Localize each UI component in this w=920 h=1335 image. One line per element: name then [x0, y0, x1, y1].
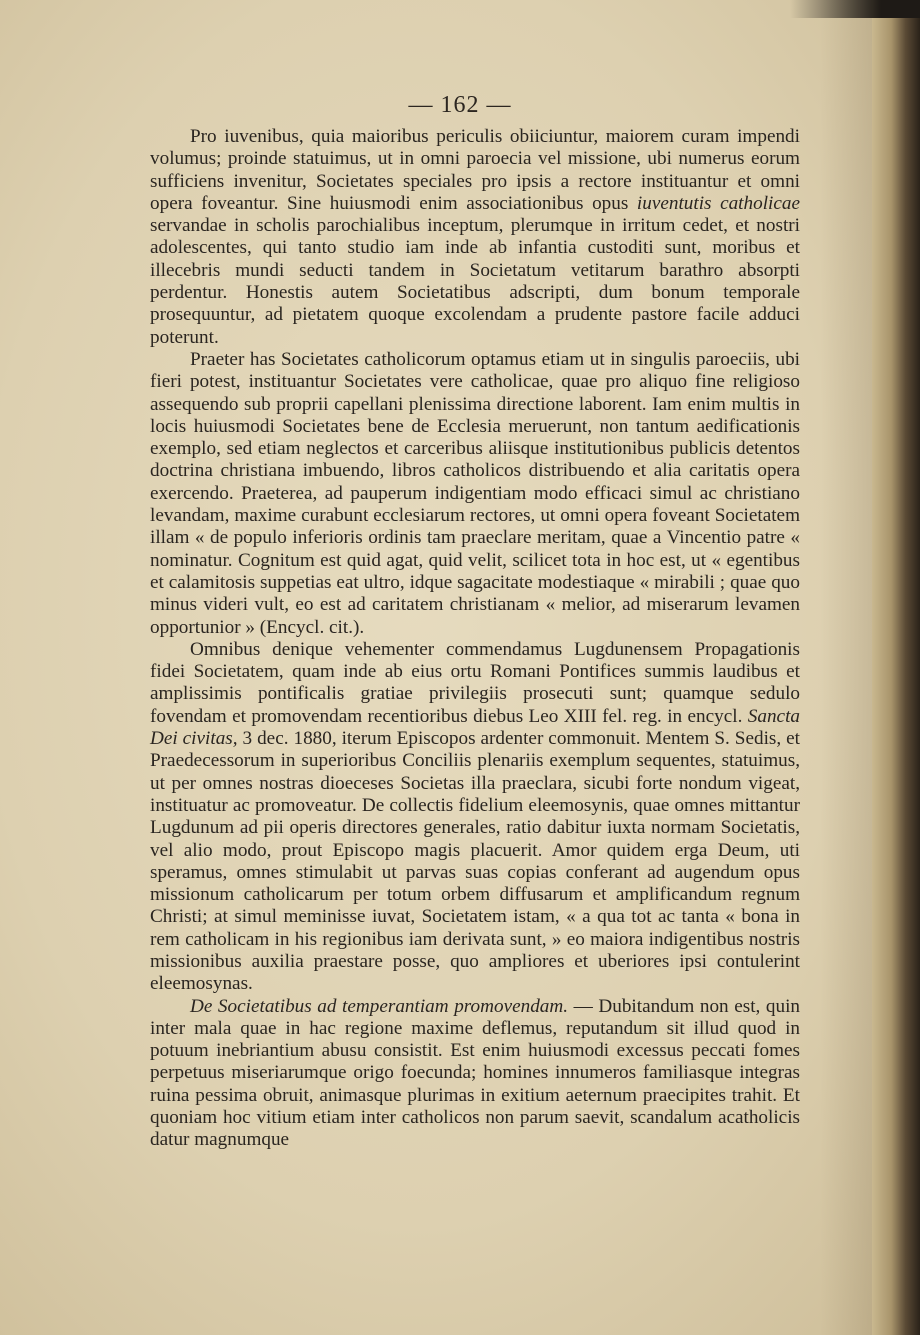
section-heading-italic: De Societatibus ad temperantiam promovendam. — [190, 995, 569, 1017]
text-run: 3 dec. 1880, iterum Episcopos ardenter commonuit. Mentem S. Sedis, et Praedecessorum in superioribus Conciliis plenariis exemplum sequentes, statuimus, ut per omnes nostras dioeceses Societas illa praeclara, sicubi forte nondum vigeat, instituatur ac promoveatur. De collectis fidelium eleemosynis, quae omnes mittantur Lugdunum ad pii operis directores generales, ratio dabitur iuxta normam Societatis, vel alio modo, prout Episcopo magis placuerit. Amor quidem erga Deum, uti speramus, omnes stimulabit ut parvas suas copias conferant ad augendum opus missionum catholicarum per totum orbem diffusarum et amplificandum regnum Christi; at simul meminisse iuvat, Societatem istam, « a qua tot ac tanta « bona in rem catholicam in his regionibus iam derivata sunt, » eo maiora indigentibus nostris missionibus auxilia praestare posse, quo ampliores et uberiores ipsi contulerint eleemosynas. — [150, 728, 800, 995]
text-run: servandae in scholis parochialibus inceptum, plerumque in irritum cedet, et nostri adolescentes, qui tanto studio iam inde ab infantia custoditi sunt, moribus et illecebris mundi seducti tandem in Societatum vetitarum barathro absorpti perdentur. Honestis autem Societatibus adscripti, dum bonum temporale prosequuntur, ad pietatem quoque excolendam a prudente pastore facile adduci poterunt. — [150, 215, 800, 348]
page-gutter-shadow — [820, 0, 880, 1335]
body-text — [150, 126, 800, 1152]
paragraph-1 — [150, 126, 800, 349]
text-run-italic: iuventutis catholicae — [636, 192, 800, 214]
text-run: Pro iuvenibus, quia maioribus periculis obiiciuntur, maiorem curam impendi volumus; proinde statuimus, ut in omni paroecia vel missione, ubi numerus eorum sufficiens invenitur, Societates speciales pro ipsis a rectore instituantur et omni opera foveantur. Sine huiusmodi enim associationibus opus — [150, 126, 800, 214]
paragraph-4 — [150, 996, 800, 1152]
text-run: Praeter has Societates catholicorum optamus etiam ut in singulis paroeciis, ubi fieri potest, instituantur Societates vere catholicae, quae pro aliquo fine religioso assequendo sub proprii capellani plenissima directione laborent. Iam enim multis in locis huiusmodi Societates bene de Ecclesia meruerunt, non tantum aedificationis exemplo, sed etiam neglectos et carceribus aliisque institutionibus publicis detentos doctrina christiana imbuendo, libros catholicos distribuendo et alia caritatis opera exercendo. Praeterea, ad pauperum indigentiam modo efficaci simul ac christiano levandam, maxime curabunt ecclesiarum rectores, ut omni opera foveant Societatem illam « de populo inferioris ordinis tam praeclare meritam, quae a Vincentio patre « nominatur. Cognitum est quid agat, quid velit, scilicet tota in hoc est, ut « egentibus et calamitosis suppetias eat ultro, idque sagacitate modestiaque « mirabili ; quae quo minus videri vult, eo est ad caritatem christianam « melior, ad miserarum levamen opportunior » (Encycl. cit.). — [150, 348, 800, 638]
paragraph-2 — [150, 349, 800, 639]
text-run-italic: Sancta Dei civitas, — [150, 705, 800, 750]
binding-edge — [790, 0, 920, 18]
paragraph-3 — [150, 639, 800, 996]
page-number: — 162 — — [408, 92, 512, 118]
text-run: Omnibus denique vehementer commendamus Lugdunensem Propagationis fidei Societatem, quam inde ab eius ortu Romani Pontifices summis laudibus et amplissimis pontificalis gratiae privilegiis prosecuti sunt; quamque sedulo fovendam et promovendam recentioribus diebus Leo XIII fel. reg. in encycl. — [150, 638, 800, 727]
text-run: — Dubitandum non est, quin inter mala quae in hac regione maxime deflemus, reputandum sit illud quod in potuum inebriantium abusu consistit. Est enim huiusmodi excessus peccati fomes perpetuus miseriarumque origo foecunda; homines innumeros familiasque integras ruina pessima obruit, animasque plurimas in exitium aeternum praecipites trahit. Et quoniam hoc vitium etiam inter catholicos non parum saevit, scandalum acatholicis datur magnumque — [150, 995, 801, 1151]
book-gutter — [872, 0, 920, 1335]
